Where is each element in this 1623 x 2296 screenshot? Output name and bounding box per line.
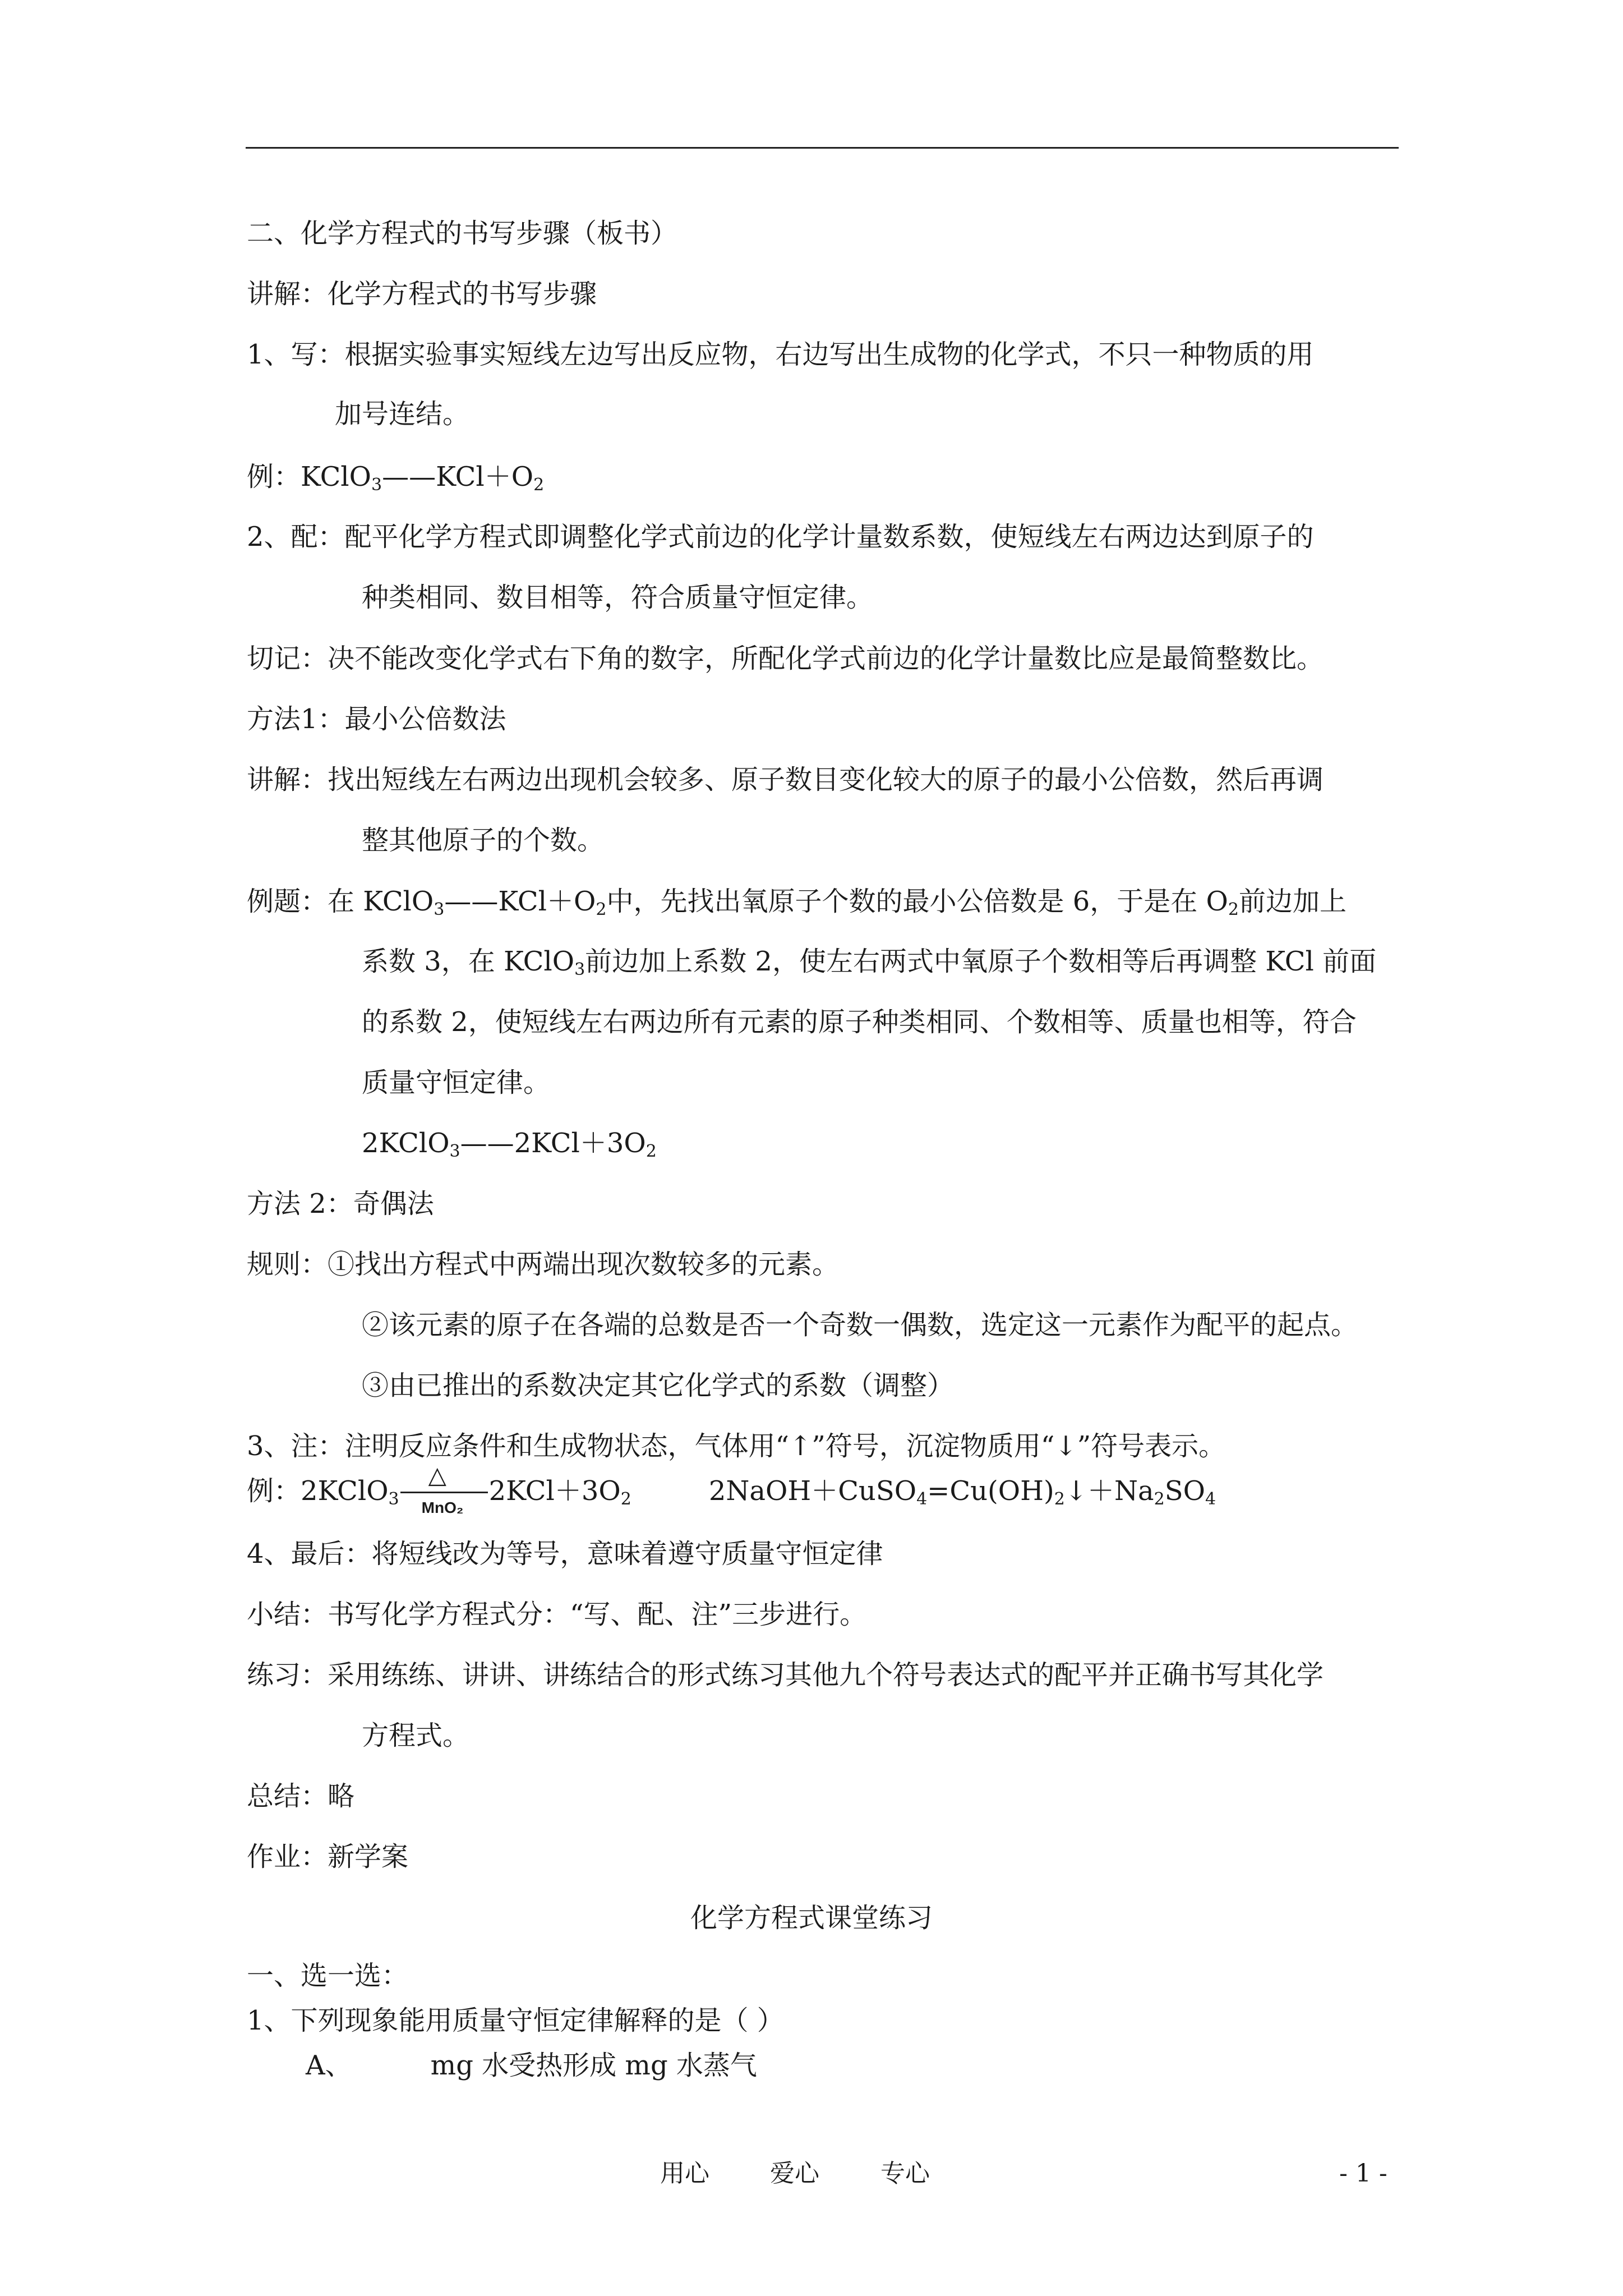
text-line: 方程式。 — [362, 1720, 470, 1751]
text-line: 规则：①找出方程式中两端出现次数较多的元素。 — [247, 1249, 840, 1280]
text-line: 总结：略 — [247, 1780, 355, 1812]
question-item: 1、下列现象能用质量守恒定律解释的是（ ） — [247, 2005, 784, 2036]
text-line: 方法 2：奇偶法 — [247, 1188, 434, 1220]
reaction-condition — [399, 1461, 489, 1516]
footer-text: 爱心 — [770, 2159, 819, 2188]
text-line: 作业：新学案 — [247, 1841, 409, 1872]
balanced-equation: $2KClO_3——2KCl+3O_2$ — [362, 1128, 657, 1161]
text-line: 1、写：根据实验事实短线左边写出反应物，右边写出生成物的化学式，不只一种物质的用 — [247, 339, 1314, 370]
footer-text: 用心 — [660, 2159, 709, 2188]
text-line: 质量守恒定律。 — [362, 1067, 551, 1098]
text-line: 的系数 2，使短线左右两边所有元素的原子种类相同、个数相等、质量也相等，符合 — [362, 1006, 1357, 1038]
text-line: ③由已推出的系数决定其它化学式的系数（调整） — [362, 1370, 955, 1401]
text-line: 小结：书写化学方程式分：“写、配、注”三步进行。 — [247, 1599, 867, 1630]
text-line: 一、选一选： — [247, 1960, 409, 1991]
text-line: 2、配：配平化学方程式即调整化学式前边的化学计量数系数，使短线左右两边达到原子的 — [247, 521, 1314, 553]
footer-text: 专心 — [880, 2159, 930, 2188]
text-line: 讲解：化学方程式的书写步骤 — [247, 278, 597, 310]
section-heading: 二、化学方程式的书写步骤（板书） — [247, 218, 678, 249]
text-line: 3、注：注明反应条件和生成物状态，气体用“↑”符号，沉淀物质用“↓”符号表示。 — [247, 1430, 1226, 1462]
page-number: - 1 - — [1339, 2159, 1387, 2188]
text-line: 讲解：找出短线左右两边出现机会较多、原子数目变化较大的原子的最小公倍数，然后再调 — [247, 764, 1324, 795]
answer-option: A、 mg 水受热形成 mg 水蒸气 — [306, 2050, 757, 2081]
heat-symbol: △ — [428, 1461, 446, 1489]
text-line: 切记：决不能改变化学式右下角的数字，所配化学式前边的化学计量数比应是最简整数比。 — [247, 643, 1324, 674]
text-line: 加号连结。 — [335, 398, 470, 430]
text-line: 系数 3，在 KClO$_3$前边加上系数 2，使左右两式中氧原子个数相等后再调整 KCl 前面 — [362, 946, 1377, 979]
text-line: 整其他原子的个数。 — [362, 825, 605, 856]
text-line: 例题：在 $KClO_3——KCl+O_2$中，先找出氧原子个数的最小公倍数是 6，于是在 $O_2$前边加上 — [247, 886, 1347, 919]
text-line: 种类相同、数目相等，符合质量守恒定律。 — [362, 582, 874, 613]
text-line: 方法1：最小公倍数法 — [247, 703, 506, 735]
exercise-title: 化学方程式课堂练习 — [690, 1902, 933, 1934]
text-line: 练习：采用练练、讲讲、讲练结合的形式练习其他九个符号表达式的配平并正确书写其化学 — [247, 1659, 1324, 1691]
text-line: 4、最后：将短线改为等号，意味着遵守质量守恒定律 — [247, 1538, 883, 1570]
equation-example: 例：2KClO$_3$ △ MnO₂ $2KCl+3O_2$ $2NaOH+CuSO_4=Cu(OH)_2↓+Na_2SO_4$ — [247, 1461, 1216, 1516]
header-rule — [246, 147, 1399, 149]
catalyst-label: MnO₂ — [421, 1499, 464, 1516]
text-line: ②该元素的原子在各端的总数是否一个奇数一偶数，选定这一元素作为配平的起点。 — [362, 1309, 1358, 1341]
equation-example: 例：$KClO_3——KCl+O_2$ — [247, 461, 545, 495]
